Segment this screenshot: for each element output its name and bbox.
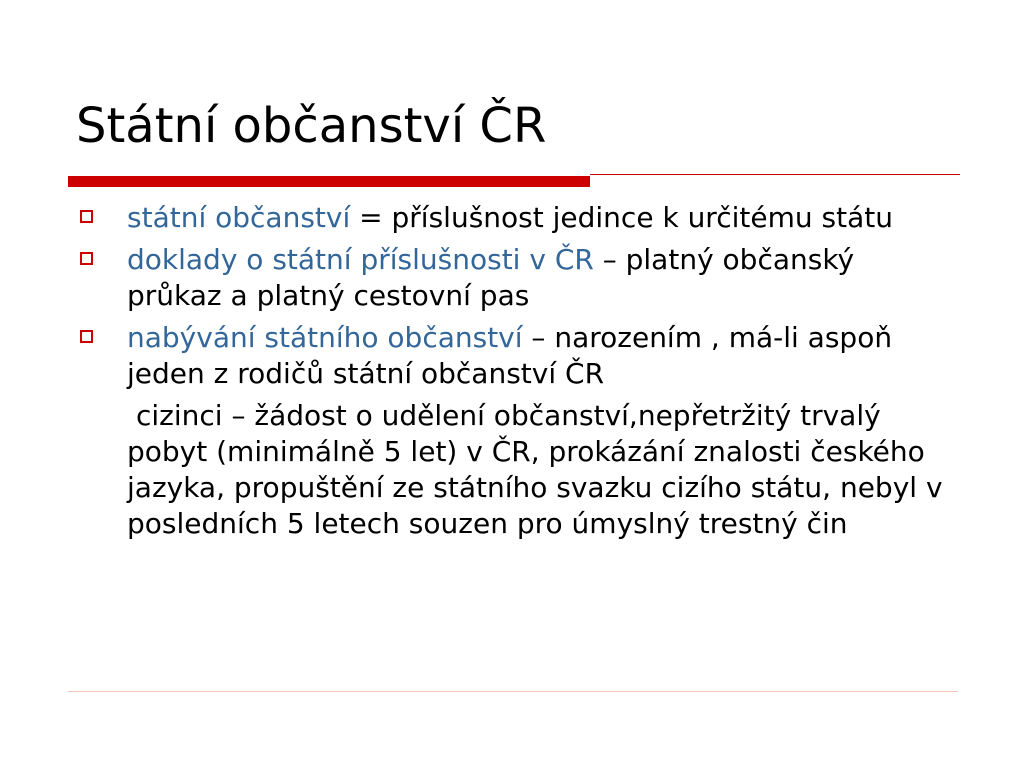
bullet-text: – narozením , má-li aspoň jeden z rodičů státní občanství ČR <box>127 321 893 390</box>
bullet-item <box>72 242 952 314</box>
bullet-text: = příslušnost jedince k určitému státu <box>350 201 893 234</box>
bullet-text: – platný občanský průkaz a platný cestovní pas <box>127 243 855 312</box>
slide-content <box>72 200 952 542</box>
slide-title: Státní občanství ČR <box>76 98 547 154</box>
hollow-square-icon <box>80 252 93 265</box>
title-underline-thin <box>590 174 960 175</box>
bullet-keyword: doklady o státní příslušnosti v ČR <box>127 243 594 276</box>
bullet-item <box>72 200 952 236</box>
bullet-item <box>72 320 952 392</box>
bullet-keyword: nabývání státního občanství <box>127 321 523 354</box>
bullet-keyword: státní občanství <box>127 201 351 234</box>
hollow-square-icon <box>80 330 93 343</box>
footer-divider <box>68 691 958 692</box>
title-underline-thick <box>68 176 590 187</box>
hollow-square-icon <box>80 210 93 223</box>
sub-paragraph: cizinci – žádost o udělení občanství,nepřetržitý trvalý pobyt (minimálně 5 let) v ČR, prokázání znalosti českého jazyka, propuštění ze státního svazku cizího státu, nebyl v posledních 5 letech souzen pro úmyslný trestný čin <box>127 399 943 540</box>
